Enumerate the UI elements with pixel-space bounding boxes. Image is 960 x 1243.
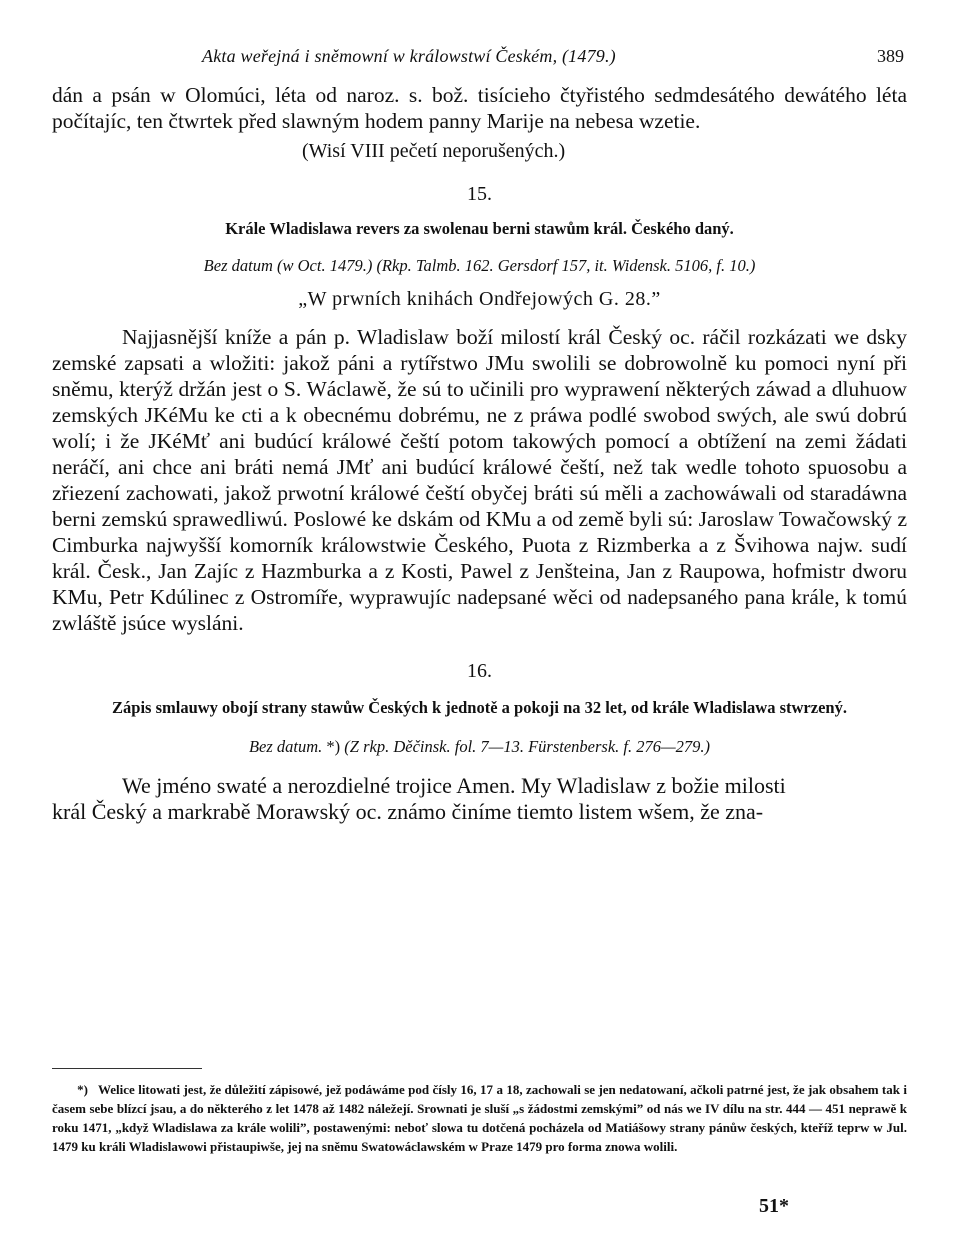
document-16-number: 16.	[467, 660, 492, 682]
seal-note: (Wisí VIII pečetí neporušených.)	[302, 140, 566, 162]
document-16-source	[52, 735, 907, 759]
document-16-source-date: Bez datum.	[248, 737, 323, 756]
document-16-title: Zápis smlauwy obojí strany stawůw Českých k jednotě a pokoji na 32 let, od krále Wladislawa stwrzený.	[112, 698, 847, 717]
page	[52, 38, 907, 1217]
footnote	[52, 1080, 907, 1156]
document-15-number: 15.	[467, 183, 492, 205]
document-14-ending: dán a psán w Olomúci, léta od naroz. s. bož. tisícieho čtyřistého sedmdesátého dewátého léta počítajíc, ten čtwrtek před slawným hodem panny Marije na nebesa wzetie.	[52, 83, 907, 133]
document-15-source: Bez datum (w Oct. 1479.) (Rkp. Talmb. 162. Gersdorf 157, it. Widensk. 5106, f. 10.)	[203, 256, 756, 275]
footnote-text: Welice litowati jest, že důležití zápisowé, jež podáwáme pod čísly 16, 17 a 18, zachowali se jen nedatowaní, ačkoli patrné jest, že jak obsahem tak i časem sebe blízcí jsau, a do některého z let 1478 až 1482 náležejí. Srownati je sluší „s žádostmi zemskými” od nás we IV dílu na str. 444 — 451 neprawě k roku 1471, „když Wladislawa za krále wolili”, postawenými: neboť slowa tu dotčená pocházela od Matiášowy strany pánůw českých, kteříž teprw w Jul. 1479 ku králi Wladislawowi přistaupiwše, jej na sněmu Swatowáclawském w Praze 1479 pro forma znowa wolili.	[52, 1082, 907, 1154]
page-number: 389	[877, 46, 904, 66]
document-16-incipit: We jméno swaté a nerozdielné trojice Amen. My Wladislaw z božie milosti	[122, 773, 786, 798]
document-15-incipit: „W prwních knihách Ondřejowých G. 28.”	[298, 288, 661, 310]
footnote-mark: *)	[77, 1082, 88, 1097]
document-16-body: král Český a markrabě Morawský oc. známo činíme tiemto listem wšem, že zna-	[52, 799, 764, 824]
document-15-body: Najjasnější kníže a pán p. Wladislaw boží milostí král Český oc. ráčil rozkázati we dsky zemské zapsati a wložiti: jakož páni a rytířstwo JMu swolili se dobrowolně ku pomoci nyní při sněmu, kterýž držán jest o S. Wáclawě, že sú to učinili pro wyprawení některých záwad a dluhuow zemských JKéMu ke cti a k obecnému dobrému, ne z práwa podlé swobod swých, ale swú dobrú wolí; i že JKéMť ani budúcí králowé čeští potom takowých pomocí a obtížení na zemi žádati neráčí, ani chce ani bráti nemá JMť ani budúcí králowé čeští, než tak wedle tohoto spuosobu a zřiezení zachowati, jakož prwotní králowé čeští obyčej bráti sú měli a zachowáwali od staradáwna berni zemskú sprawedliwú. Poslowé ke dskám od KMu a od země byli sú: Jaroslaw Towačowský z Cimburka najwyšší komorník králowstwie Českého, Puota z Rizmberka a z Švihowa najw. sudí král. Česk., Jan Zajíc z Hazmburka a z Kosti, Pawel z Jenšteina, Jan z Raupowa, hofmistr dworu KMu, Petr Kdúlinec z Ostromíře, wyprawujíc nadepsané wěci od nadepsaného pana krále, k tomú zwláště jsúce wysláni.	[52, 325, 907, 635]
document-16-source-manuscripts: (Z rkp. Děčinsk. fol. 7—13. Fürstenbersk. f. 276—279.)	[344, 737, 711, 756]
page-header	[52, 38, 907, 72]
footnote-divider	[52, 1068, 202, 1069]
footnote-reference: *)	[322, 737, 345, 756]
signature-mark: 51*	[759, 1195, 789, 1217]
running-head: Akta weřejná i sněmowní w králowstwí Českém, (1479.)	[202, 46, 616, 66]
document-15-title: Krále Wladislawa revers za swolenau berni stawům král. Českého daný.	[225, 219, 734, 238]
